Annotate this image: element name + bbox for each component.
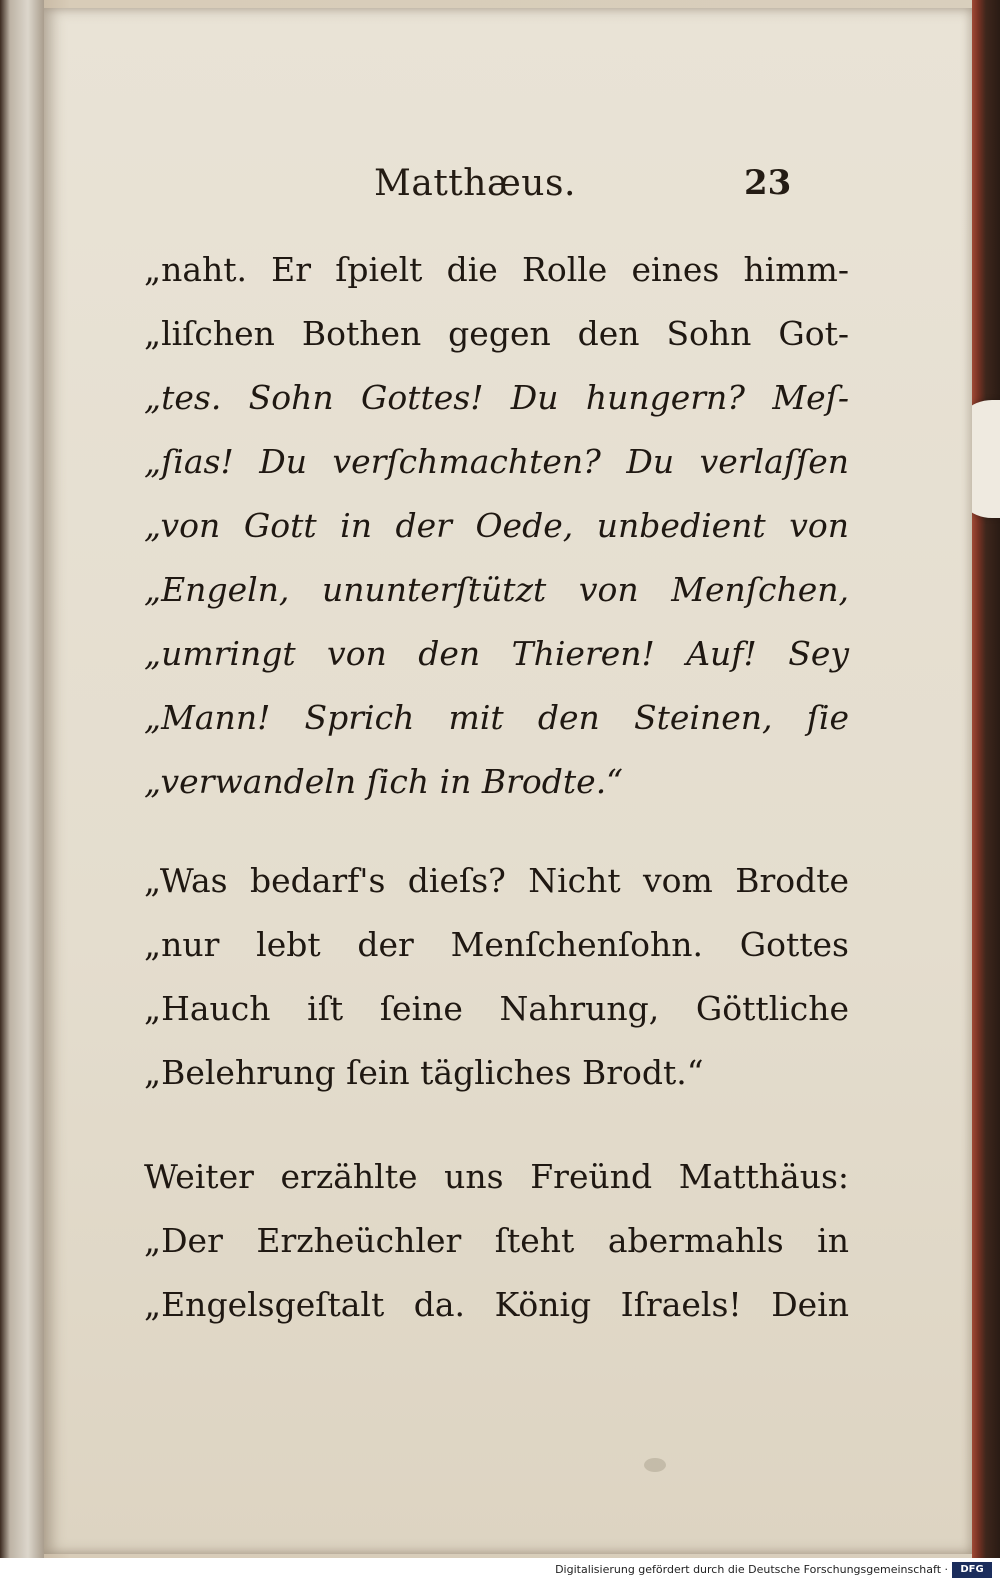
text-line: „umringt von den Thieren! Auf! Sey (144, 634, 849, 673)
text-line: „Engelsgeſtalt da. König Iſraels! Dein (144, 1285, 849, 1324)
dfg-logo: DFG (952, 1562, 992, 1578)
text-line: Weiter erzählte uns Freünd Matthäus: (144, 1157, 849, 1196)
paragraph-gap (144, 814, 849, 849)
book-cover-edge (972, 0, 1000, 1558)
text-line: „naht. Er ſpielt die Rolle eines himm- (144, 250, 849, 289)
text-line: „tes. Sohn Gottes! Du hungern? Meſ- (144, 378, 849, 417)
book-page (44, 8, 972, 1554)
text-line: „Hauch iſt ſeine Nahrung, Göttliche (144, 989, 849, 1028)
text-line: „von Gott in der Oede, unbedient von (144, 506, 849, 545)
funding-credit: Digitalisierung gefördert durch die Deutsche Forschungsgemeinschaft · (555, 1563, 948, 1576)
running-title: Matthæus. (374, 163, 576, 204)
text-line: „Der Erzheüchler ſteht abermahls in (144, 1221, 849, 1260)
text-line: „Mann! Sprich mit den Steinen, ſie (144, 698, 849, 737)
page-smudge (644, 1458, 666, 1472)
text-line: „Was bedarf's dieſs? Nicht vom Brodte (144, 861, 849, 900)
facing-page-edge (0, 0, 44, 1558)
text-line: „liſchen Bothen gegen den Sohn Got- (144, 314, 849, 353)
text-line: „nur lebt der Menſchenſohn. Gottes (144, 925, 849, 964)
page-number: 23 (744, 163, 792, 203)
text-line: „ſias! Du verſchmachten? Du verlaſſen (144, 442, 849, 481)
page-header (44, 163, 972, 223)
text-line: „verwandeln ſich in Brodte.“ (144, 762, 624, 801)
text-line: „Belehrung ſein tägliches Brodt.“ (144, 1053, 704, 1092)
text-line: „Engeln, ununterſtützt von Menſchen, (144, 570, 849, 609)
body-text (144, 238, 849, 1337)
digitization-footer (0, 1558, 1000, 1583)
paragraph-gap (144, 1105, 849, 1145)
